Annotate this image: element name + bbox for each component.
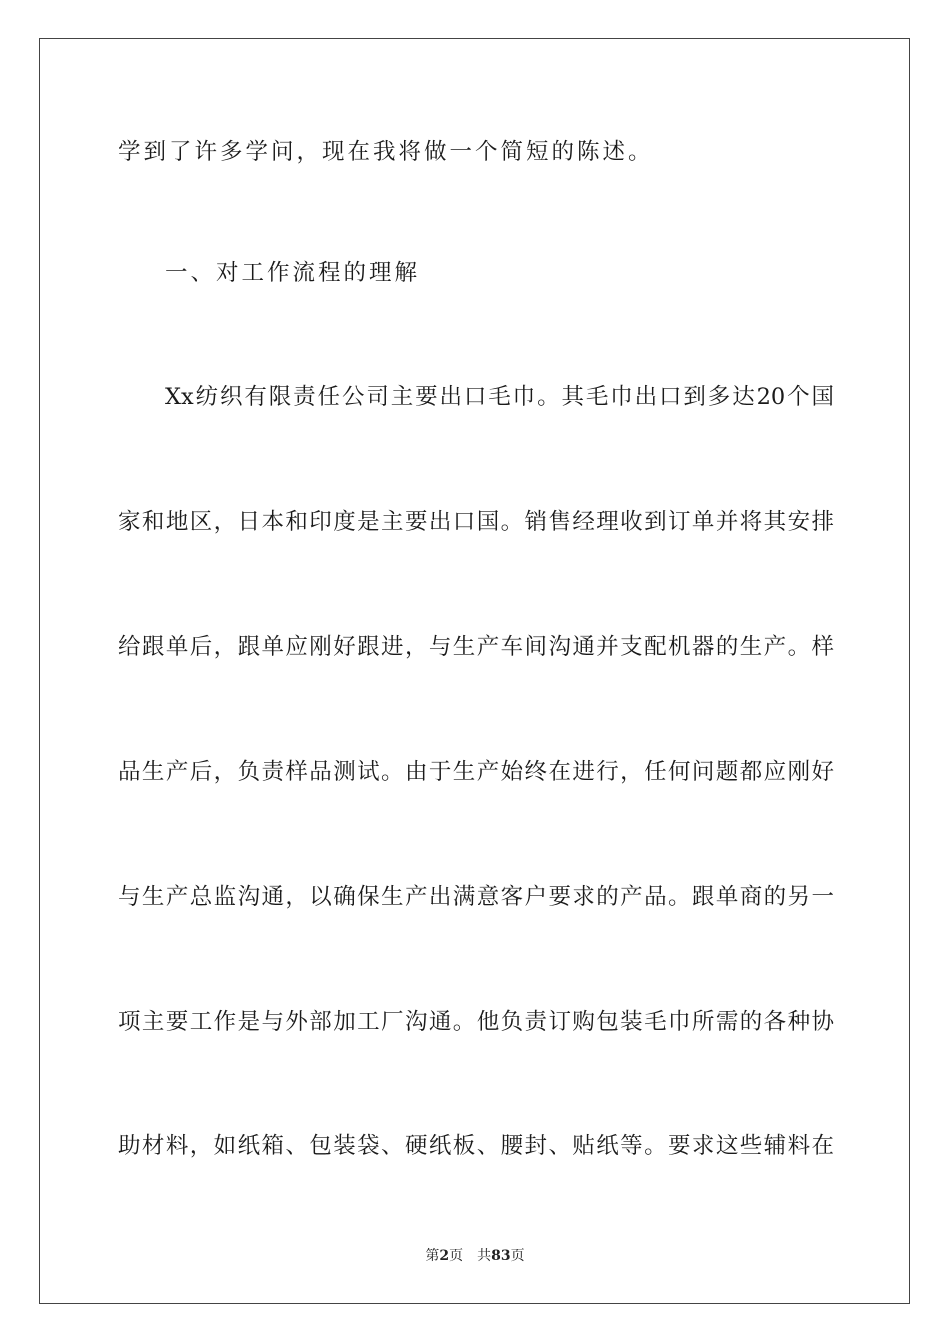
total-unit: 页: [510, 1248, 525, 1264]
text-line: Xx纺织有限责任公司主要出口毛巾。其毛巾出口到多达20个国: [165, 384, 834, 410]
text-line: 项主要工作是与外部加工厂沟通。他负责订购包装毛巾所需的各种协: [118, 1009, 834, 1035]
page-border: [39, 38, 910, 1304]
section-heading: 一、对工作流程的理解: [165, 260, 421, 286]
page-prefix: 第: [425, 1248, 440, 1264]
page-unit: 页: [449, 1248, 464, 1264]
text-line: 助材料，如纸箱、包装袋、硬纸板、腰封、贴纸等。要求这些辅料在: [118, 1133, 834, 1159]
text-line: 与生产总监沟通，以确保生产出满意客户要求的产品。跟单商的另一: [118, 884, 834, 910]
page-number: 2: [439, 1248, 450, 1264]
text-line: 给跟单后，跟单应刚好跟进，与生产车间沟通并支配机器的生产。样: [118, 634, 834, 660]
page-footer: [0, 1246, 950, 1266]
total-pages: 83: [491, 1248, 511, 1264]
text-line: 家和地区，日本和印度是主要出口国。销售经理收到订单并将其安排: [118, 509, 834, 535]
text-line: 品生产后，负责样品测试。由于生产始终在进行，任何问题都应刚好: [118, 759, 834, 785]
text-line: 学到了许多学问，现在我将做一个简短的陈述。: [118, 139, 654, 165]
total-prefix: 共: [477, 1248, 492, 1264]
